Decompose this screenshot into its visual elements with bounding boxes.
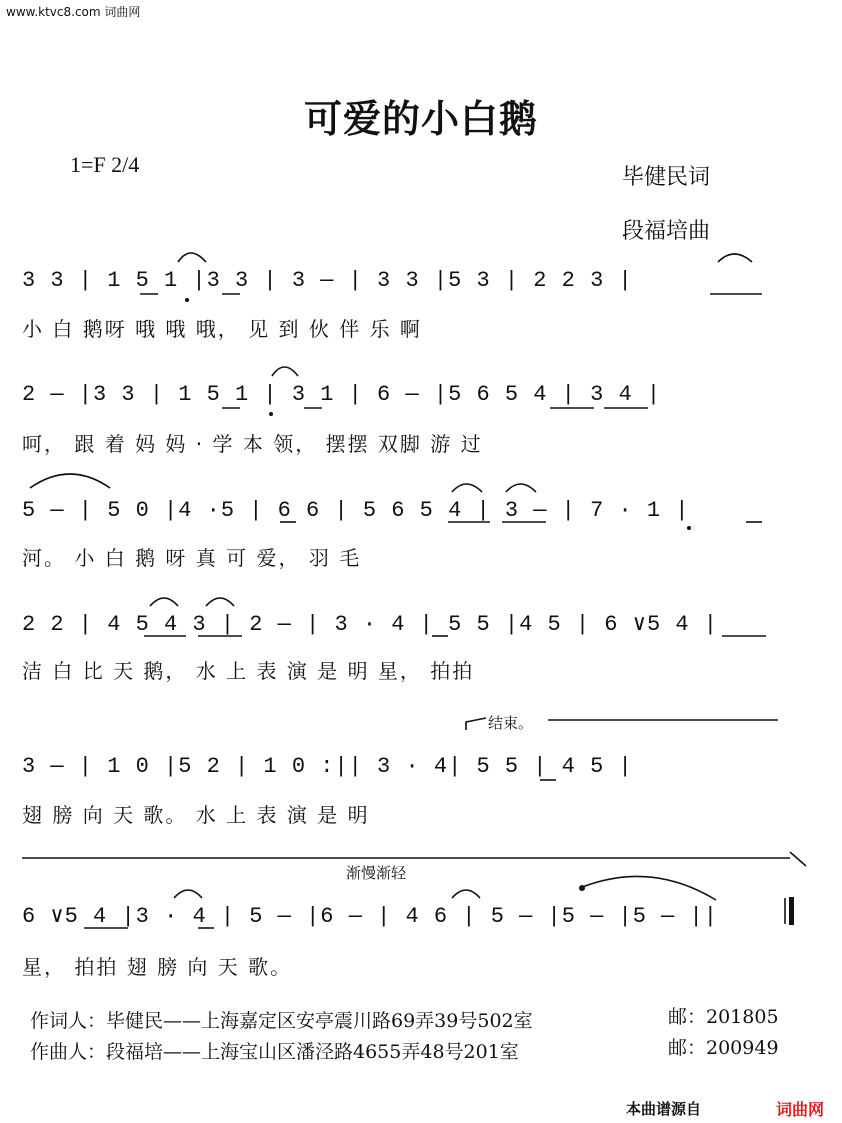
lyricist-credit: 毕健民词 — [622, 165, 711, 190]
notation-row-1: 3 3 | 1 5 1 |3 3 | 3 — | 3 3 |5 3 | 2 2 3 | — [22, 268, 633, 293]
key-signature: 1=F 2/4 — [70, 152, 140, 177]
octave-dot — [269, 412, 273, 416]
composer-address: 作曲人：段福培——上海宝山区潘泾路4655弄48号201室 — [30, 1041, 519, 1063]
dynamic-mark: 渐慢渐轻 — [346, 864, 407, 882]
slur — [580, 876, 716, 900]
song-title: 可爱的小白鹅 — [303, 97, 538, 141]
octave-dot — [185, 298, 189, 302]
dynamic-hook — [790, 852, 806, 866]
ending-mark: 结束。 — [488, 714, 534, 732]
ending-bracket — [466, 718, 486, 730]
slur — [30, 474, 110, 488]
slur — [178, 253, 206, 262]
notation-row-6: 6 ∨5 4 |3 · 4 | 5 — |6 — | 4 6 | 5 — |5 — |5 — || — [22, 904, 718, 929]
slur — [452, 484, 482, 492]
lyric-row-3: 河。 小 白 鹅 呀 真 可 爱， 羽 毛 — [22, 546, 362, 570]
notation-row-5: 3 — | 1 0 |5 2 | 1 0 :|| 3 · 4| 5 5 | 4 5 | — [22, 754, 633, 779]
lyric-row-2: 呵， 跟 着 妈 妈 · 学 本 领， 摆摆 双脚 游 过 — [22, 432, 483, 456]
notation-row-3: 5 — | 5 0 |4 ·5 | 6 6 | 5 6 5 4 | 3 — | 7 · 1 | — [22, 498, 690, 523]
notation-row-2: 2 — |3 3 | 1 5 1 | 3 1 | 6 — |5 6 5 4 | 3 4 | — [22, 382, 662, 407]
slur-dot — [579, 885, 585, 891]
lyricist-zip: 邮：201805 — [668, 1006, 779, 1028]
slur — [506, 484, 536, 492]
lyric-row-4: 洁 白 比 天 鹅， 水 上 表 演 是 明 星， 拍拍 — [22, 659, 475, 683]
site-watermark[interactable]: www.ktvc8.com 词曲网 — [6, 5, 141, 19]
slur — [206, 598, 234, 606]
final-bar-thick — [789, 897, 794, 925]
slur — [452, 890, 480, 898]
lyricist-address: 作词人：毕健民——上海嘉定区安亭震川路69弄39号502室 — [30, 1010, 533, 1032]
source-note: 本曲谱源自 — [626, 1100, 702, 1118]
lyric-row-6: 星， 拍拍 翅 膀 向 天 歌。 — [22, 955, 293, 979]
slur — [272, 367, 298, 376]
composer-zip: 邮：200949 — [668, 1037, 779, 1059]
slur — [150, 598, 178, 606]
brand-logo[interactable]: 词曲网 — [776, 1100, 825, 1119]
slur — [174, 890, 202, 898]
octave-dot — [687, 526, 691, 530]
lyric-row-1: 小 白 鹅呀 哦 哦 哦， 见 到 伙 伴 乐 啊 — [22, 317, 422, 341]
notation-row-4: 2 2 | 4 5 4 3 | 2 — | 3 · 4 | 5 5 |4 5 | 6 ∨5 4 | — [22, 612, 718, 637]
lyric-row-5: 翅 膀 向 天 歌。 水 上 表 演 是 明 — [22, 803, 370, 827]
composer-credit: 段福培曲 — [622, 219, 711, 244]
slur — [718, 254, 752, 262]
